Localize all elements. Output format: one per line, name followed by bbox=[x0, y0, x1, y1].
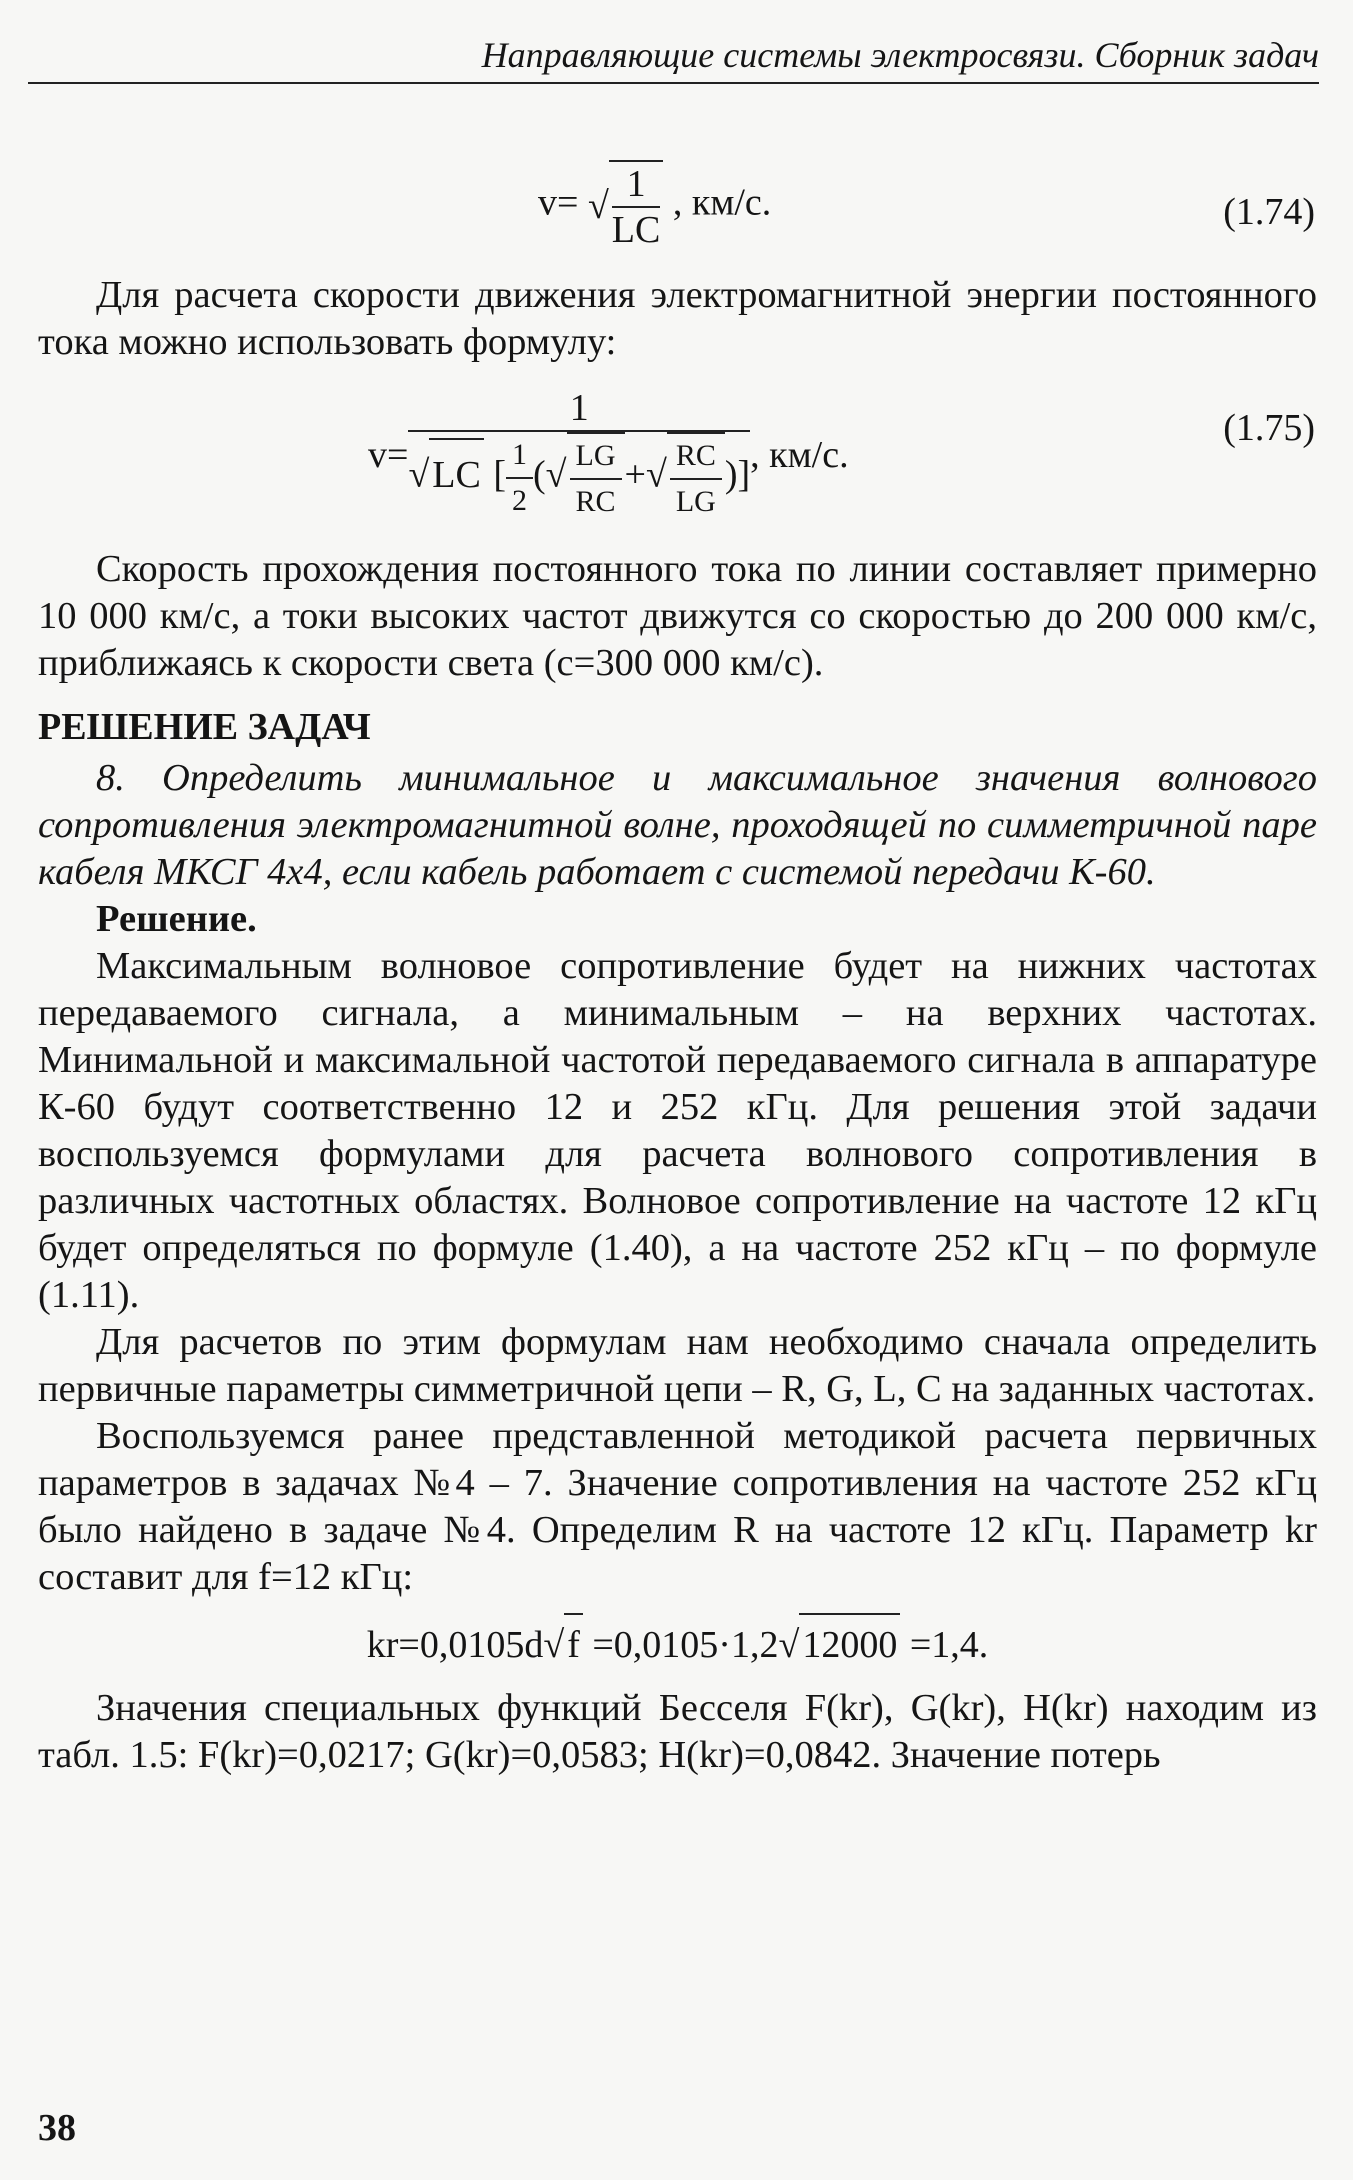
paragraph: Значения специальных функций Бесселя F(kr), G(kr), H(kr) находим из табл. 1.5: F(kr)=0,0217; G(kr)=0,0583; H(kr)=0,0842. Значение потерь bbox=[38, 1687, 1317, 1776]
solution-label: Решение. bbox=[96, 898, 257, 940]
half-den: 2 bbox=[512, 484, 528, 517]
denominator: √LC [ $\frac{1}{2}$ (√ $\frac{LG}{RC}$ +√ $\frac{RC}{LG}$ )] bbox=[408, 432, 750, 524]
section-heading: РЕШЕНИЕ ЗАДАЧ bbox=[38, 706, 371, 748]
page-content bbox=[38, 150, 1317, 1779]
rc: RC bbox=[575, 485, 616, 518]
main-fraction bbox=[408, 386, 750, 524]
lg2: LG bbox=[675, 485, 716, 518]
kr-sqrt-f: f bbox=[564, 1613, 583, 1675]
plus: + bbox=[624, 453, 646, 496]
formula-number: (1.75) bbox=[1223, 407, 1315, 449]
rc-lg bbox=[667, 432, 725, 524]
formula-kr: kr=0,0105d√f =0,0105·1,2√12000 =1,4. bbox=[38, 1613, 1317, 1673]
lg: LG bbox=[570, 434, 622, 480]
formula-unit: , км/с. bbox=[750, 434, 849, 476]
fraction bbox=[609, 160, 664, 252]
paragraph: Воспользуемся ранее представленной методикой расчета первичных параметров в задачах №4 – 7. Значение сопротивления на частоте 252 кГц было найдено в задаче №4. Определим R на частоте 12 кГц. Параметр kr составит для f=12 кГц: bbox=[38, 1415, 1317, 1598]
denominator: LC bbox=[611, 209, 661, 251]
paragraph: Максимальным волновое сопротивление будет на нижних частотах передаваемого сигнала, а минимальным – на верхних частотах. Минимальной и максимальной частотой передаваемого сигнала в аппаратуре К-60 будут соответственно 12 и 252 кГц. Для решения этой задачи воспользуемся формулами для расчета волнового сопротивления в различных частотных областях. Волновое сопротивление на частоте 12 кГц будет определяться по формуле (1.40), а на частоте 252 кГц – по формуле (1.11). bbox=[38, 945, 1317, 1316]
half-num: 1 bbox=[506, 433, 533, 479]
numerator: 1 bbox=[408, 386, 750, 432]
formula-number: (1.74) bbox=[1223, 191, 1315, 233]
kr-part-a: kr=0,0105d bbox=[366, 1624, 544, 1666]
paragraph: Скорость прохождения постоянного тока по линии составляет примерно 10 000 км/с, а токи высоких частот движутся со скоростью до 200 000 км/с, приближаясь к скорости света (c=300 000 км/с). bbox=[38, 548, 1317, 684]
page-number: 38 bbox=[38, 2107, 76, 2149]
paragraph: Для расчета скорости движения электромагнитной энергии постоянного тока можно использовать формулу: bbox=[38, 274, 1317, 363]
kr-sqrt-12000: 12000 bbox=[799, 1613, 900, 1675]
half bbox=[506, 433, 533, 523]
kr-part-c: =0,0105·1,2 bbox=[592, 1624, 779, 1666]
paragraph: Для расчетов по этим формулам нам необходимо сначала определить первичные параметры симметричной цепи – R, G, L, C на заданных частотах. bbox=[38, 1321, 1317, 1410]
formula-1-74 bbox=[38, 150, 1317, 260]
numerator: 1 bbox=[612, 162, 661, 208]
rc2: RC bbox=[670, 434, 722, 480]
lg-rc bbox=[567, 432, 625, 524]
formula-1-75 bbox=[38, 366, 1317, 526]
running-header: Направляющие системы электросвязи. Сборник задач bbox=[28, 28, 1319, 84]
formula-lhs: v= bbox=[368, 434, 409, 476]
formula-lhs: v= bbox=[538, 181, 579, 224]
sqrt-lc: LC bbox=[429, 438, 484, 510]
sqrt-sign: √ bbox=[587, 185, 609, 227]
formula-unit: , км/с. bbox=[672, 181, 772, 224]
task-statement: 8. Определить минимальное и максимальное значения волнового сопротивления электромагнитной волне, проходящей по симметричной паре кабеля МКСГ 4х4, если кабель работает с системой передачи К-60. bbox=[38, 757, 1317, 893]
kr-result: =1,4. bbox=[909, 1624, 989, 1666]
